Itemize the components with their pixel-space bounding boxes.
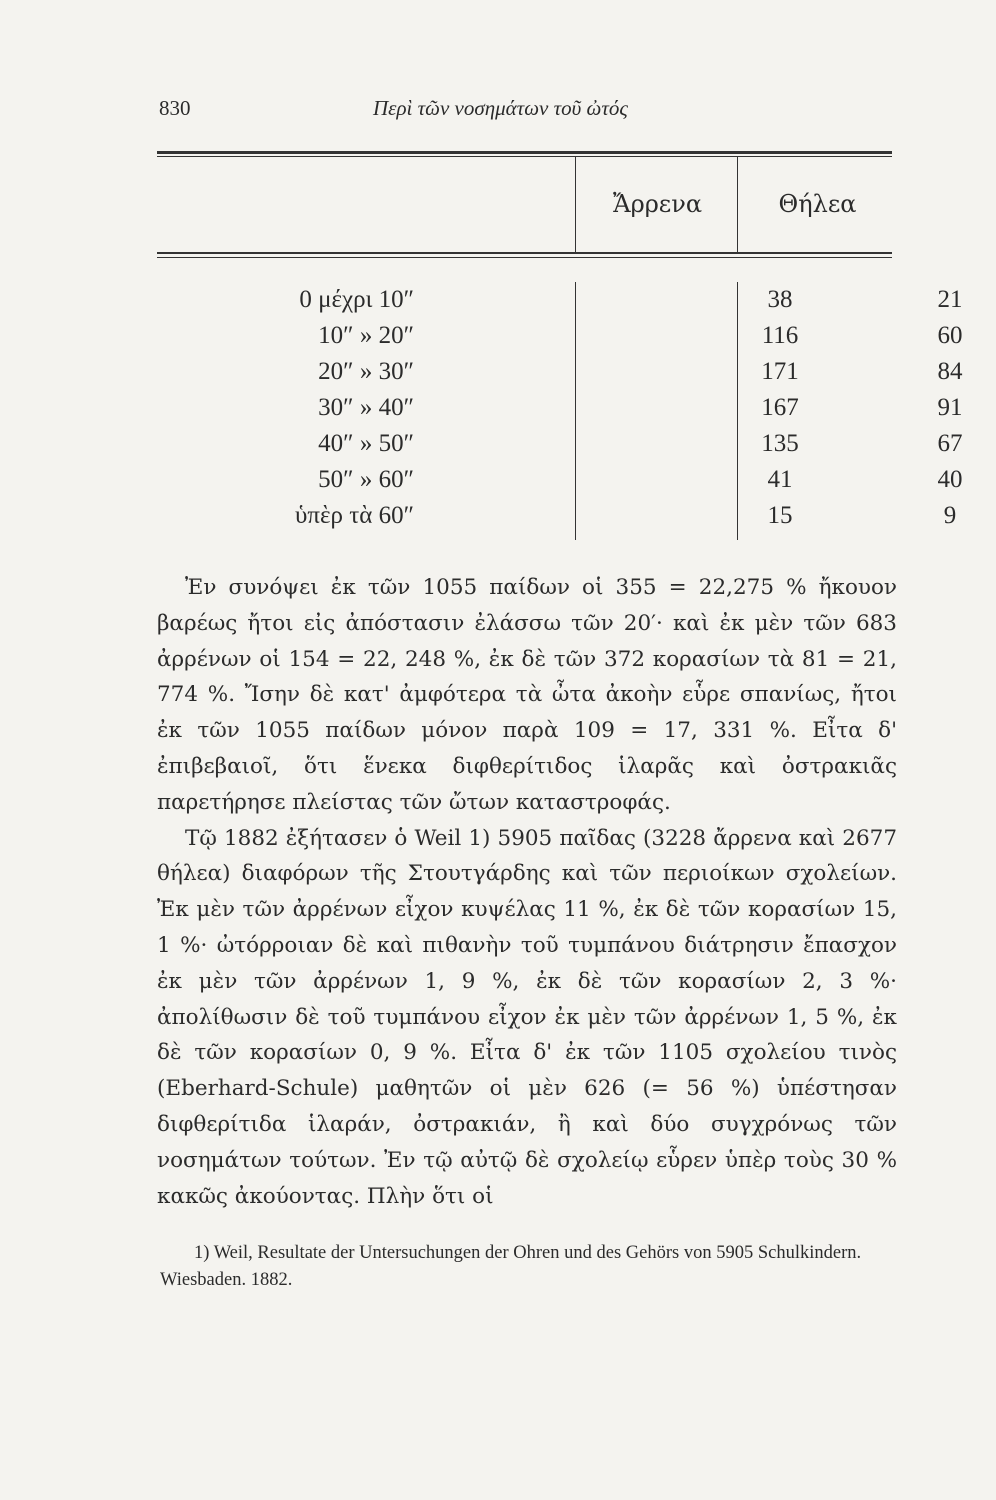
table-row [160,358,963,394]
row-label: 0 μέχρι 10″ [299,286,414,313]
female-count: 9 [943,502,957,529]
male-count: 167 [761,394,799,421]
page-number: 830 [159,96,191,120]
female-count: 60 [937,322,963,349]
row-label: ὑπὲρ τὰ 60″ [294,502,414,529]
male-count: 15 [767,502,793,529]
female-count: 67 [937,430,963,457]
female-count: 40 [937,466,963,493]
table-row [160,394,963,430]
female-count: 91 [937,394,963,421]
table-top-rule-thin [157,156,892,157]
body-text [157,570,897,1214]
table-row [160,466,963,502]
header-divider-left [575,157,576,252]
male-count: 116 [761,322,799,349]
table-row [160,430,963,466]
table-top-rule [157,151,892,154]
male-count: 171 [761,358,799,385]
table-row [160,502,957,538]
male-count: 41 [767,466,793,493]
running-head: Περὶ τῶν νοσημάτων τοῦ ὠτός [373,96,628,120]
row-label: 50″ » 60″ [318,466,414,493]
male-count: 135 [761,430,799,457]
column-header-female: Θήλεα [778,190,857,218]
female-count: 21 [937,286,963,313]
table-row [160,322,963,358]
paragraph: Τῷ 1882 ἐξήτασεν ὁ Weil 1) 5905 παῖδας (3228 ἄρρενα καὶ 2677 θήλεα) διαφόρων τῆς Στουτγάρδης καὶ τῶν περιοίκων σχολείων. Ἐκ μὲν τῶν ἀρρένων εἶχον κυψέλας 11 %, ἐκ δὲ τῶν κορασίων 15, 1 %· ὠτόρροιαν δὲ καὶ πιθανὴν τοῦ τυμπάνου διάτρησιν ἔπασχον ἐκ μὲν τῶν ἀρρένων 1, 9 %, ἐκ δὲ τῶν κορασίων 2, 3 %· ἀπολίθωσιν δὲ τοῦ τυμπάνου εἶχον ἐκ μὲν τῶν ἀρρένων 1, 5 %, ἐκ δὲ τῶν κορασίων 0, 9 %. Εἶτα δ' ἐκ τῶν 1105 σχολείου τινὸς (Eberhard-Schule) μαθητῶν οἱ μὲν 626 (= 56 %) ὑπέστησαν διφθερίτιδα ἱλαράν, ὀστρακιάν, ἢ καὶ δύο συγχρόνως τῶν νοσημάτων τούτων. Ἐν τῷ αὐτῷ δὲ σχολείῳ εὗρεν ὑπὲρ τοὺς 30 % κακῶς ἀκούοντας. Πλὴν ὅτι οἱ [157,825,897,1209]
row-label: 20″ » 30″ [318,358,414,385]
header-bottom-rule-thin [157,257,892,258]
column-header-male: Ἄρρενα [612,190,703,218]
paragraph: Ἐν συνόψει ἐκ τῶν 1055 παίδων οἱ 355 = 22,275 % ἤκουον βαρέως ἤτοι εἰς ἀπόστασιν ἐλάσσω τῶν 20′· καὶ ἐκ μὲν τῶν 683 ἀρρένων οἱ 154 = 22, 248 %, ἐκ δὲ τῶν 372 κορασίων τὰ 81 = 21, 774 %. Ἴσην δὲ κατ' ἀμφότερα τὰ ὦτα ἀκοὴν εὗρε σπανίως, ἤτοι ἐκ τῶν 1055 παίδων μόνον παρὰ 109 = 17, 331 %. Εἶτα δ' ἐπιβεβαιοῖ, ὅτι ἕνεκα διφθερίτιδος ἱλαρᾶς καὶ ὀστρακιᾶς παρετήρησε πλείστας τῶν ὤτων καταστροφάς. [157,575,897,815]
female-count: 84 [937,358,963,385]
male-count: 38 [767,286,793,313]
header-bottom-rule [157,252,892,254]
row-label: 10″ » 20″ [318,322,414,349]
header-divider-right [737,157,738,252]
footnote [160,1240,900,1294]
table-row [160,286,963,322]
row-label: 40″ » 50″ [318,430,414,457]
footnote-text: 1) Weil, Resultate der Untersuchungen der Ohren und des Gehörs von 5905 Schulkindern. Wiesbaden. 1882. [160,1243,862,1290]
row-label: 30″ » 40″ [318,394,414,421]
